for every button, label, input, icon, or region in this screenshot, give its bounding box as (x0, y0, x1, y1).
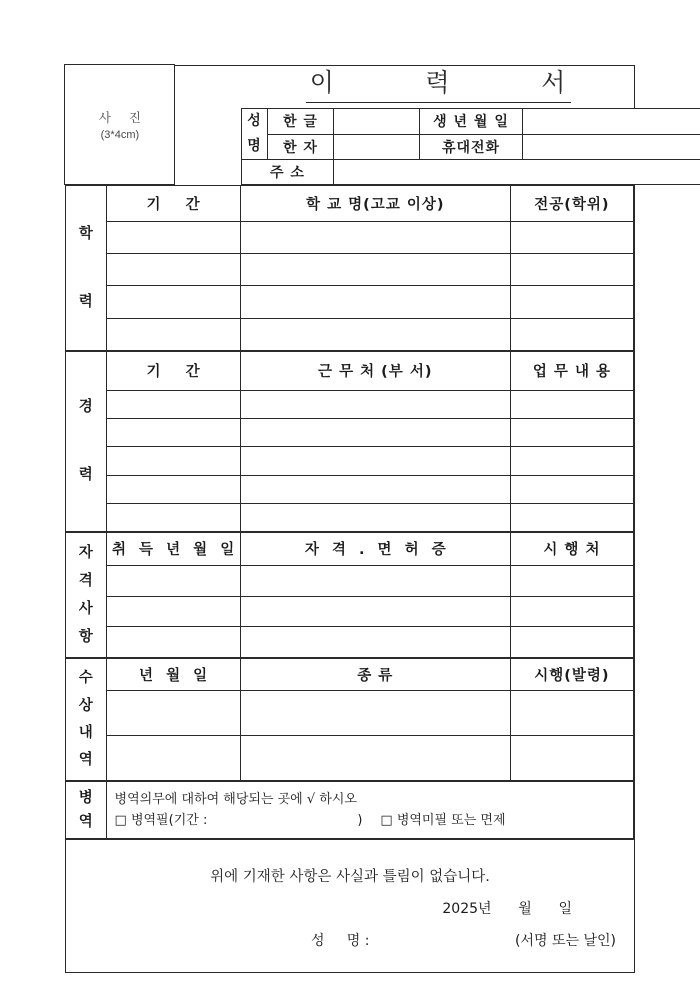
page-title: 이 력 서 (306, 66, 572, 103)
cell-award-issuer[interactable] (510, 691, 633, 736)
cell-period[interactable] (106, 286, 240, 318)
table-row (66, 782, 634, 839)
column-header-issuer: 시 행 처 (510, 533, 633, 566)
cell-license[interactable] (240, 596, 510, 627)
side-char: 력 (78, 466, 93, 483)
side-char: 역 (78, 813, 93, 830)
hanja-name-label: 한 자 (268, 134, 334, 160)
military-body (106, 782, 633, 839)
cell-license[interactable] (240, 627, 510, 658)
cell-award-issuer[interactable] (510, 736, 633, 781)
military-served-close-paren: ) (357, 813, 363, 828)
address-label: 주 소 (242, 160, 334, 185)
table-row (66, 659, 634, 691)
cell-duties[interactable] (510, 390, 633, 418)
cell-workplace[interactable] (240, 419, 510, 447)
table-row (242, 109, 700, 135)
column-header-school: 학 교 명(고교 이상) (240, 186, 510, 222)
cell-duties[interactable] (510, 503, 633, 531)
name-label (242, 109, 268, 160)
table-row (66, 475, 634, 503)
column-header-workplace: 근 무 처 (부 서) (240, 352, 510, 391)
signature-note: (서명 또는 날인) (515, 933, 616, 949)
side-char: 사 (78, 600, 93, 617)
sidebar-label-qualifications (66, 533, 106, 658)
table-row (66, 186, 634, 222)
table-row (66, 221, 634, 253)
cell-workplace[interactable] (240, 447, 510, 475)
header-band (66, 65, 634, 185)
cell-period[interactable] (106, 390, 240, 418)
table-row (66, 286, 634, 318)
mobile-phone-input[interactable] (523, 134, 700, 160)
cell-major[interactable] (510, 286, 633, 318)
table-row (66, 352, 634, 391)
column-header-period: 기 간 (106, 186, 240, 222)
photo-label: 사 진 (98, 110, 148, 126)
table-row (66, 533, 634, 566)
cell-acquired-date[interactable] (106, 596, 240, 627)
cell-school[interactable] (240, 254, 510, 286)
photo-placeholder[interactable] (64, 64, 175, 185)
side-char: 역 (78, 752, 93, 769)
column-header-award-type: 종 류 (240, 659, 510, 691)
cell-award-type[interactable] (240, 691, 510, 736)
sidebar-label-military (66, 782, 106, 839)
section-military (66, 781, 634, 839)
declaration-footer (66, 839, 634, 972)
address-input[interactable] (334, 160, 700, 185)
section-qualifications (66, 532, 634, 658)
cell-issuer[interactable] (510, 565, 633, 596)
resume-form (65, 65, 635, 973)
table-row (66, 419, 634, 447)
side-char: 상 (78, 697, 93, 714)
side-char: 자 (78, 544, 93, 561)
cell-period[interactable] (106, 318, 240, 350)
cell-workplace[interactable] (240, 390, 510, 418)
cell-school[interactable] (240, 286, 510, 318)
sidebar-label-career (66, 352, 106, 532)
side-char: 수 (78, 670, 93, 687)
table-row (66, 627, 634, 658)
cell-workplace[interactable] (240, 475, 510, 503)
cell-award-type[interactable] (240, 736, 510, 781)
cell-period[interactable] (106, 221, 240, 253)
cell-issuer[interactable] (510, 627, 633, 658)
declaration-statement: 위에 기재한 사항은 사실과 틀림이 없습니다. (210, 869, 490, 885)
mobile-phone-label: 휴대전화 (420, 134, 523, 160)
sidebar-label-awards (66, 659, 106, 781)
column-header-award-date: 년 월 일 (106, 659, 240, 691)
title-area (241, 66, 636, 108)
cell-period[interactable] (106, 447, 240, 475)
declaration-date[interactable]: 2025년 월 일 (442, 901, 572, 917)
signature-name-field[interactable]: 성 명 : (311, 933, 370, 949)
photo-size-note: (3*4cm) (100, 129, 140, 142)
section-awards (66, 658, 634, 781)
birthdate-label: 생 년 월 일 (420, 109, 523, 135)
cell-period[interactable] (106, 475, 240, 503)
sidebar-label-education (66, 186, 106, 351)
hanja-name-input[interactable] (334, 134, 420, 160)
table-row (242, 134, 700, 160)
cell-acquired-date[interactable] (106, 565, 240, 596)
name-label-char1: 성 (247, 113, 262, 130)
table-row (66, 318, 634, 350)
section-career (66, 351, 634, 532)
hangul-name-input[interactable] (334, 109, 420, 135)
table-row (66, 691, 634, 736)
section-education (66, 185, 634, 351)
column-header-license: 자 격 . 면 허 증 (240, 533, 510, 566)
column-header-award-issuer: 시행(발령) (510, 659, 633, 691)
side-char: 내 (78, 724, 93, 741)
column-header-acquired-date: 취 득 년 월 일 (106, 533, 240, 566)
cell-major[interactable] (510, 221, 633, 253)
side-char: 병 (78, 789, 93, 806)
cell-duties[interactable] (510, 447, 633, 475)
column-header-period: 기 간 (106, 352, 240, 391)
table-row (242, 160, 700, 185)
name-label-char2: 명 (247, 138, 262, 155)
military-checkbox-served[interactable]: □ 병역필(기간 : (114, 813, 208, 828)
cell-period[interactable] (106, 254, 240, 286)
cell-school[interactable] (240, 221, 510, 253)
side-char: 학 (78, 225, 93, 242)
birthdate-input[interactable] (523, 109, 700, 135)
identity-block (241, 108, 700, 186)
military-options (115, 810, 633, 831)
side-char: 력 (78, 293, 93, 310)
military-checkbox-exempt[interactable]: □ 병역미필 또는 면제 (380, 813, 506, 828)
cell-period[interactable] (106, 419, 240, 447)
table-row (66, 390, 634, 418)
table-row (66, 736, 634, 781)
cell-award-date[interactable] (106, 736, 240, 781)
cell-duties[interactable] (510, 475, 633, 503)
hangul-name-label: 한 글 (268, 109, 334, 135)
cell-school[interactable] (240, 318, 510, 350)
cell-award-date[interactable] (106, 691, 240, 736)
table-row (66, 596, 634, 627)
table-row (66, 565, 634, 596)
cell-license[interactable] (240, 565, 510, 596)
cell-major[interactable] (510, 318, 633, 350)
column-header-duties: 업 무 내 용 (510, 352, 633, 391)
cell-period[interactable] (106, 503, 240, 531)
column-header-major: 전공(학위) (510, 186, 633, 222)
table-row (66, 447, 634, 475)
cell-major[interactable] (510, 254, 633, 286)
side-char: 격 (78, 572, 93, 589)
cell-acquired-date[interactable] (106, 627, 240, 658)
side-char: 경 (78, 399, 93, 416)
table-row (66, 503, 634, 531)
table-row (66, 254, 634, 286)
cell-workplace[interactable] (240, 503, 510, 531)
military-instruction: 병역의무에 대하여 해당되는 곳에 √ 하시오 (114, 791, 357, 807)
cell-duties[interactable] (510, 419, 633, 447)
side-char: 항 (78, 628, 93, 645)
cell-issuer[interactable] (510, 596, 633, 627)
